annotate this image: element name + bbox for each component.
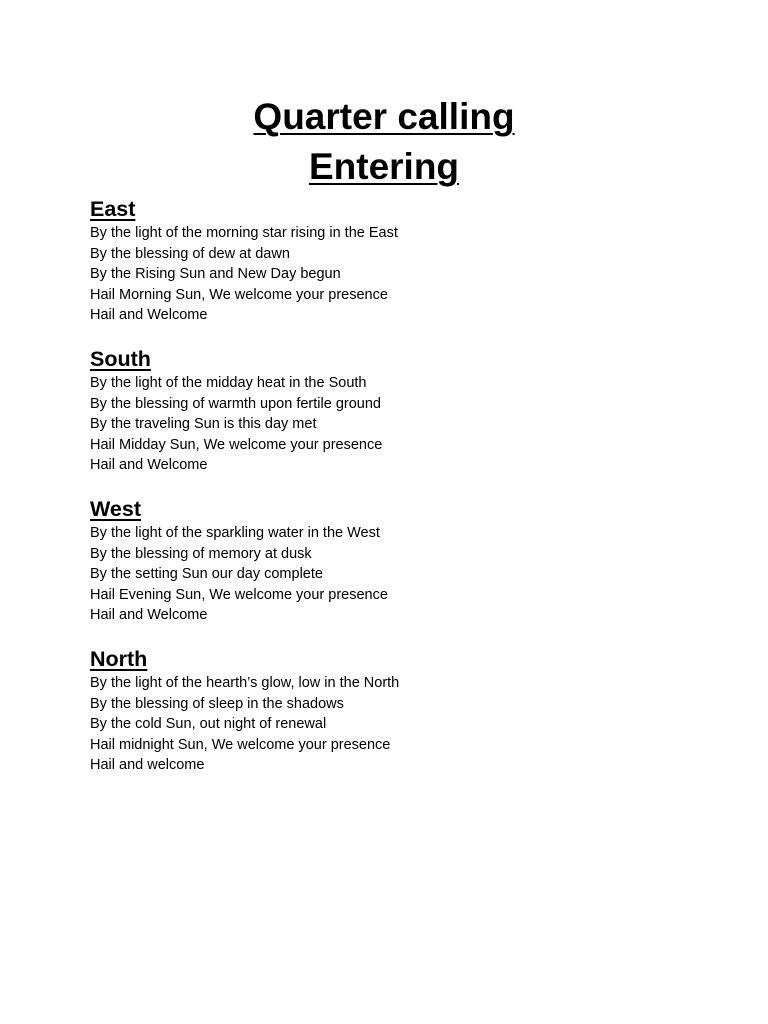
verse-line: By the setting Sun our day complete bbox=[90, 566, 323, 583]
verse-line: By the cold Sun, out night of renewal bbox=[90, 716, 327, 733]
verse-line: Hail midnight Sun, We welcome your presence bbox=[90, 736, 391, 753]
verse-line: By the light of the sparkling water in the West bbox=[90, 524, 380, 541]
section-heading: East bbox=[90, 197, 136, 221]
verse-line: Hail Midday Sun, We welcome your presence bbox=[90, 436, 383, 453]
verse-line: Hail and Welcome bbox=[90, 307, 208, 324]
verse-line: Hail and Welcome bbox=[90, 457, 208, 474]
verse-line: By the blessing of sleep in the shadows bbox=[90, 695, 344, 712]
section-heading: West bbox=[90, 496, 141, 521]
section-west bbox=[90, 496, 690, 626]
verse-line: Hail and Welcome bbox=[90, 607, 208, 624]
verse-line: Hail Morning Sun, We welcome your presence bbox=[90, 286, 388, 303]
section-heading: South bbox=[90, 346, 151, 371]
verse-line: By the light of the hearth’s glow, low in the North bbox=[90, 674, 400, 691]
verse-line: By the blessing of warmth upon fertile ground bbox=[90, 395, 381, 412]
verse-line: Hail Evening Sun, We welcome your presence bbox=[90, 586, 388, 603]
document-title bbox=[0, 92, 768, 192]
verse-line: By the traveling Sun is this day met bbox=[90, 416, 317, 433]
verse-line: By the light of the morning star rising in the East bbox=[90, 225, 398, 241]
document-body bbox=[90, 196, 690, 796]
verse-line: By the blessing of dew at dawn bbox=[90, 245, 290, 262]
verse-line: By the Rising Sun and New Day begun bbox=[90, 266, 341, 283]
section-heading: North bbox=[90, 646, 148, 671]
section-east bbox=[90, 196, 690, 326]
title-line-2: Entering bbox=[308, 146, 460, 187]
verse-line: By the blessing of memory at dusk bbox=[90, 545, 312, 562]
verse-line: By the light of the midday heat in the South bbox=[90, 374, 367, 391]
verse-line: Hail and welcome bbox=[90, 757, 205, 774]
section-north bbox=[90, 646, 690, 776]
section-south bbox=[90, 346, 690, 476]
title-line-1: Quarter calling bbox=[253, 96, 515, 137]
